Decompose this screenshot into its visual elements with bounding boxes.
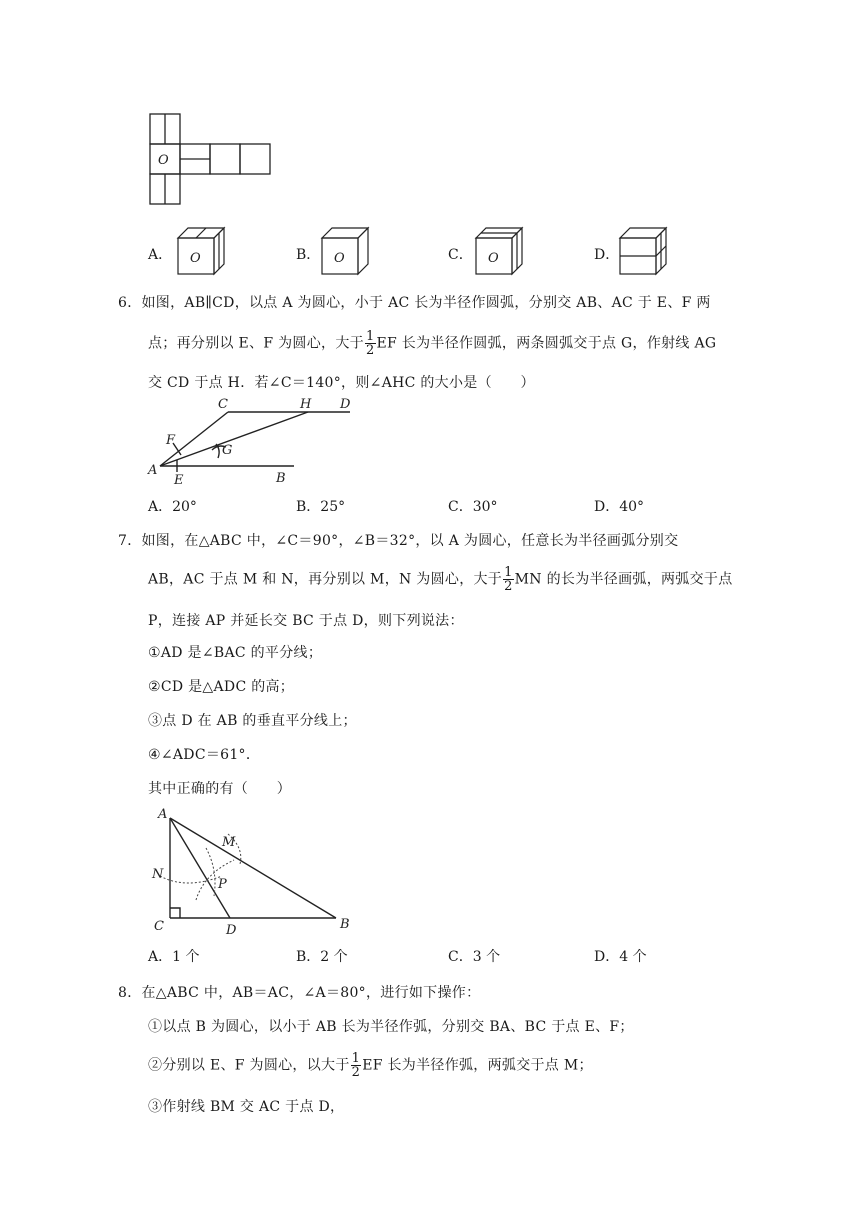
q7-option-c[interactable]: C．3 个 bbox=[448, 949, 501, 965]
q5-option-b[interactable] bbox=[296, 244, 320, 264]
q8-step-1: ①以点 B 为圆心，以小于 AB 长为半径作弧，分别交 BA、BC 于点 E、F； bbox=[148, 1019, 634, 1035]
q8-step-3: ③作射线 BM 交 AC 于点 D， bbox=[148, 1099, 345, 1115]
q6-line-3: 交 CD 于点 H．若∠C＝140°，则∠AHC 的大小是（ ） bbox=[148, 375, 535, 391]
q6-label-h: H bbox=[300, 397, 312, 412]
q6-label-f: F bbox=[166, 433, 176, 448]
q5-option-b-cube bbox=[320, 226, 372, 276]
q8-step-2b: EF 长为半径作弧，两弧交于点 M； bbox=[362, 1057, 593, 1074]
q7-label-d: D bbox=[226, 923, 237, 938]
q7-line-2 bbox=[148, 566, 733, 593]
q5-option-a[interactable] bbox=[148, 244, 172, 264]
q6-label-e: E bbox=[174, 473, 184, 486]
q6-option-c[interactable]: C．30° bbox=[448, 499, 498, 515]
q6-fraction-num: 1 bbox=[365, 329, 375, 344]
q6-label-g: G bbox=[222, 443, 233, 458]
q5-option-a-cube bbox=[176, 226, 228, 276]
q7-label-m: M bbox=[222, 835, 236, 850]
q7-item-3: ③点 D 在 AB 的垂直平分线上； bbox=[148, 713, 357, 729]
q8-step-2a: ②分别以 E、F 为圆心，以大于 bbox=[148, 1057, 350, 1074]
q6-line-2b: EF 长为半径作圆弧，两条圆弧交于点 G，作射线 AG bbox=[376, 335, 717, 352]
q7-line-3: P，连接 AP 并延长交 BC 于点 D，则下列说法： bbox=[148, 613, 464, 629]
q6-option-b[interactable]: B．25° bbox=[296, 499, 346, 515]
q7-option-a[interactable]: A．1 个 bbox=[148, 949, 200, 965]
q5-option-c-cube bbox=[474, 226, 526, 276]
q6-line-1: 6．如图，AB∥CD，以点 A 为圆心，小于 AC 长为半径作圆弧，分别交 AB、AC 于 E、F 两 bbox=[118, 295, 711, 311]
q5-option-c-face-label: O bbox=[488, 251, 499, 266]
q6-label-a: A bbox=[148, 463, 158, 478]
q7-line-2a: AB，AC 于点 M 和 N，再分别以 M，N 为圆心，大于 bbox=[148, 571, 503, 588]
q6-figure bbox=[144, 394, 364, 486]
q7-label-n: N bbox=[152, 867, 164, 882]
q7-figure bbox=[146, 804, 358, 938]
q7-label-c: C bbox=[154, 919, 164, 934]
q6-fraction-den: 2 bbox=[365, 343, 375, 358]
q7-line-1: 7．如图，在△ABC 中，∠C＝90°，∠B＝32°，以 A 为圆心，任意长为半径画弧分别交 bbox=[118, 533, 679, 549]
q8-fraction bbox=[351, 1052, 362, 1079]
q7-fraction bbox=[503, 566, 514, 593]
q7-fraction-den: 2 bbox=[504, 579, 513, 594]
q5-option-b-letter: B． bbox=[296, 247, 321, 263]
q7-option-b[interactable]: B．2 个 bbox=[296, 949, 348, 965]
q7-label-p: P bbox=[218, 877, 227, 892]
net-center-label: O bbox=[158, 153, 169, 168]
q7-label-b: B bbox=[340, 917, 350, 932]
q6-option-a[interactable]: A．20° bbox=[148, 499, 197, 515]
q8-fraction-num: 1 bbox=[351, 1051, 361, 1066]
q6-line-2 bbox=[148, 330, 716, 357]
q7-item-1: ①AD 是∠BAC 的平分线； bbox=[148, 645, 323, 661]
q5-option-d-cube bbox=[618, 226, 670, 276]
q5-option-c-letter: C． bbox=[448, 247, 473, 263]
q7-label-a: A bbox=[158, 807, 168, 822]
q6-option-d[interactable]: D．40° bbox=[594, 499, 645, 515]
q5-option-b-face-label: O bbox=[334, 251, 345, 266]
q7-prompt: 其中正确的有（ ） bbox=[148, 781, 291, 797]
q8-line-1: 8．在△ABC 中，AB＝AC，∠A＝80°，进行如下操作： bbox=[118, 985, 481, 1001]
q5-option-a-letter: A． bbox=[148, 247, 173, 263]
q8-step-2 bbox=[148, 1052, 593, 1079]
q7-option-d[interactable]: D．4 个 bbox=[594, 949, 647, 965]
q5-option-c[interactable] bbox=[448, 244, 473, 264]
q6-label-d: D bbox=[340, 397, 351, 412]
q5-option-d-letter: D． bbox=[594, 247, 620, 263]
q6-line-2a: 点；再分别以 E、F 为圆心，大于 bbox=[148, 335, 364, 352]
q6-fraction bbox=[365, 330, 376, 357]
q5-option-d[interactable] bbox=[594, 244, 619, 264]
q7-line-2b: MN 的长为半径画弧，两弧交于点 bbox=[514, 571, 733, 588]
q8-fraction-den: 2 bbox=[351, 1065, 361, 1080]
cube-net-figure bbox=[148, 112, 276, 208]
q6-label-b: B bbox=[276, 471, 286, 486]
q7-fraction-num: 1 bbox=[504, 565, 513, 580]
q6-label-c: C bbox=[218, 397, 228, 412]
q7-item-4: ④∠ADC＝61°． bbox=[148, 747, 261, 763]
q5-option-a-face-label: O bbox=[190, 251, 201, 266]
q7-item-2: ②CD 是△ADC 的高； bbox=[148, 679, 295, 695]
